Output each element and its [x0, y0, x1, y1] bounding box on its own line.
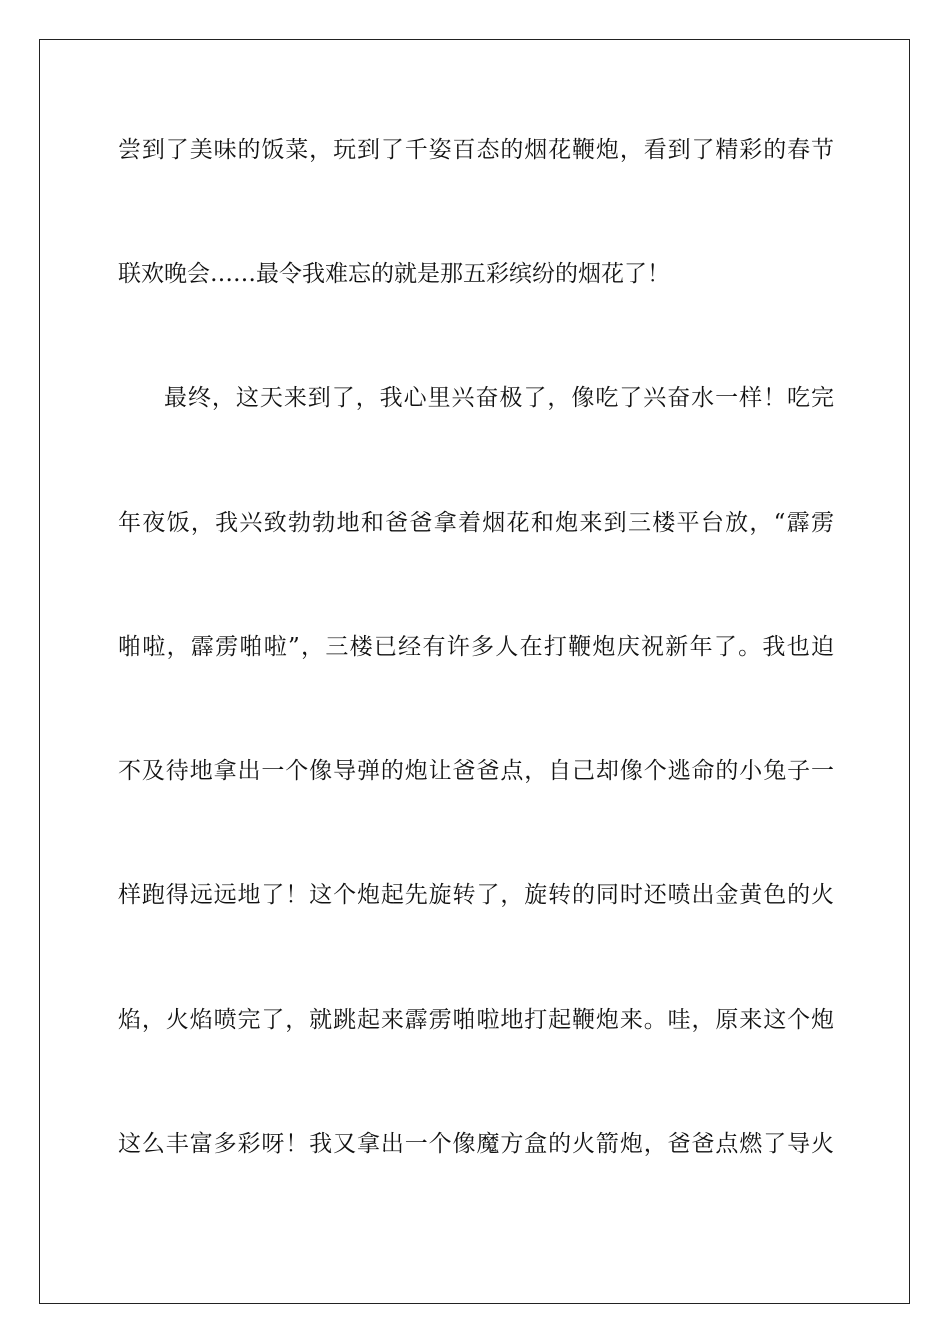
text-line-3: 最终，这天来到了，我心里兴奋极了，像吃了兴奋水一样！吃完: [164, 385, 834, 411]
text-line-6: 不及待地拿出一个像导弹的炮让爸爸点，自己却像个逃命的小兔子一: [118, 758, 834, 784]
page-frame: [39, 39, 910, 1304]
text-line-5: 啪啦，霹雳啪啦”，三楼已经有许多人在打鞭炮庆祝新年了。我也迫: [118, 634, 834, 660]
text-line-4: 年夜饭，我兴致勃勃地和爸爸拿着烟花和炮来到三楼平台放，“霹雳: [118, 510, 834, 536]
text-line-9: 这么丰富多彩呀！我又拿出一个像魔方盒的火箭炮，爸爸点燃了导火: [118, 1131, 834, 1157]
text-line-7: 样跑得远远地了！这个炮起先旋转了，旋转的同时还喷出金黄色的火: [118, 882, 834, 908]
text-line-2: 联欢晚会……最令我难忘的就是那五彩缤纷的烟花了！: [118, 261, 670, 287]
text-line-8: 焰，火焰喷完了，就跳起来霹雳啪啦地打起鞭炮来。哇，原来这个炮: [118, 1007, 834, 1033]
text-line-1: 尝到了美味的饭菜，玩到了千姿百态的烟花鞭炮，看到了精彩的春节: [118, 137, 834, 163]
